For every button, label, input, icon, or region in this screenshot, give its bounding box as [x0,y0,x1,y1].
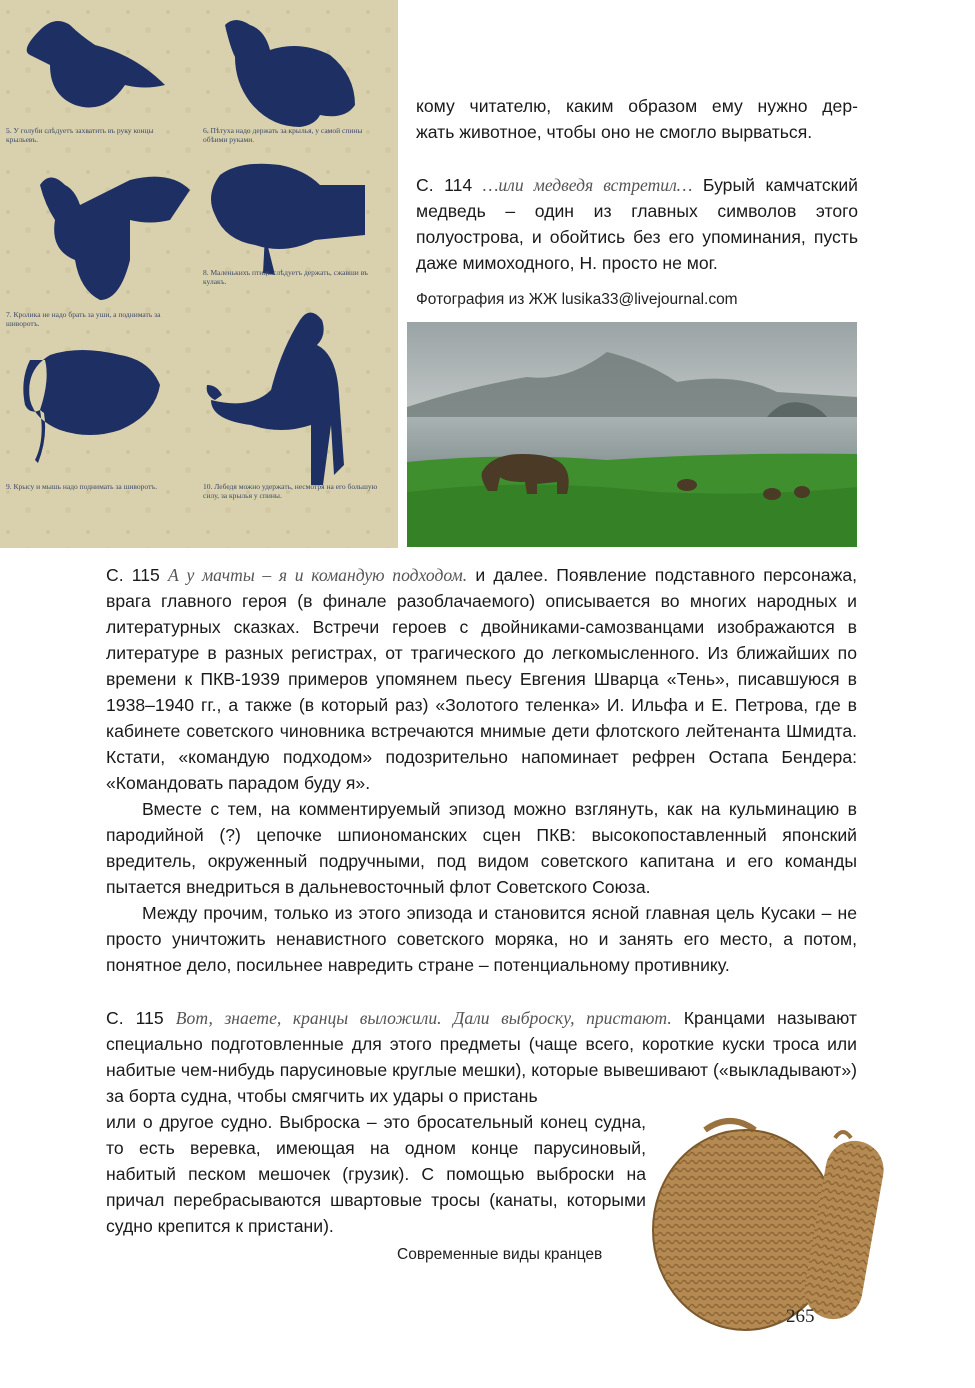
section-label-115b: С. 115 [106,1008,164,1028]
section-115a-paragraph-3: Между прочим, только из этого эпизода и становится ясной главная цель Кусаки – не просто уничтожить ненавистного советского моряка, но и занять его место, а потом, понятное дело, посильнее навредить стране – потенциальному противнику. [106,903,857,975]
section-115b-wrapped-text: или о другое судно. Выброска – это бросательный конец судна, то есть веревка, имеющая на одном конце парусиновый, набитый песком мешочек (грузик). С помощью выброски на причал перебрасываются швартовые тросы (канаты, которыми судно крепится к пристани). [106,1112,646,1236]
quote-fenders: Вот, знаете, кранцы выложили. Дали выброску, пристают. [175,1008,672,1028]
fender-handle [705,1121,755,1130]
quote-mast: А у мачты – я и командую подходом. [168,565,468,585]
bear-photo [407,322,857,547]
photo-caption: Фотография из ЖЖ lusika33@livejournal.com [416,291,738,308]
section-label-114: С. 114 [416,175,473,195]
plate-caption-8: 8. Маленькихъ птицъ слѣдуетъ держать, сжавши въ кулакъ. [203,268,368,286]
main-section-115a [106,562,857,978]
quote-bear: …или медведя встретил… [482,175,693,195]
section-115b-text: Кранцами называют специально подготовленные для этого предметы (чаще всего, короткие куски троса или набитые чем-нибудь парусиновые круглые мешки), которые вывешивают («выкладывают») за борта судна, чтобы смягчить их удары о пристань [106,1008,857,1106]
section-label-115a: С. 115 [106,565,160,585]
plate-caption-9: 9. Крысу и мышь надо поднимать за шиворотъ. [6,482,158,491]
fender-caption: Современные виды кранцев [397,1246,603,1263]
plate-caption-7: 7. Кролика не надо брать за уши, а поднимать за шиворотъ. [6,310,161,328]
right-line-2: жать животное, чтобы оно не смогло вырваться. [416,122,813,142]
plate-caption-10: 10. Лебедя можно удержать, несмотря на его большую силу, за крылья у спины. [203,482,378,500]
right-paragraph-1 [416,93,858,145]
right-line-1: кому читателю, каким образом ему нужно дер- [416,96,858,116]
bear-text: Бурый камчатский медведь – один из главных символов этого полуострова, и обойтись без его упоминания, пусть даже мимоходного, Н. просто не мог. [416,175,859,273]
plate-caption-6: 6. Пѣтуха надо держать за крылья, у самой спины обѣими руками. [203,126,363,144]
plate-caption-5: 5. У голуби слѣдуетъ захватить въ руку концы крыльевъ. [6,126,154,144]
page-number: 265 [786,1306,815,1327]
right-paragraph-2 [416,172,858,276]
kamchatka-landscape-image [407,322,857,547]
vintage-plate-image [0,0,398,548]
section-115a-paragraph-2: Вместе с тем, на комментируемый эпизод можно взглянуть, как на кульминацию в пародийной (?) цепочке шпиономанских сцен ПКВ: высокопоставленный японский вредитель, окруженный подручными, под видом советского капитана и его команды пытается внедриться в дальневосточный флот Советского Союза. [106,799,857,897]
section-115a-text: и далее. Появление подставного персонажа, врага главного героя (в финале разоблачаемого) описывается во многих народных и литературных сказках. Встречи героев с двойниками-самозванцами изображаются в литературе в разных регистрах, от трагического до легкомысленного. Из ближайших по времени к ПКВ-1939 примеров упомянем пьесу Евгения Шварца «Тень», писавшуюся в 1938–1940 гг., а также (в который раз) «Золотого теленка» И. Ильфа и Е. Петрова, где в кабинете советского чиновника встречаются мнимые дети флотского лейтенанта Шмидта. Кстати, «командую подходом» подозрительно напоминает рефрен Остапа Бендера: «Командовать парадом буду я». [106,565,858,793]
